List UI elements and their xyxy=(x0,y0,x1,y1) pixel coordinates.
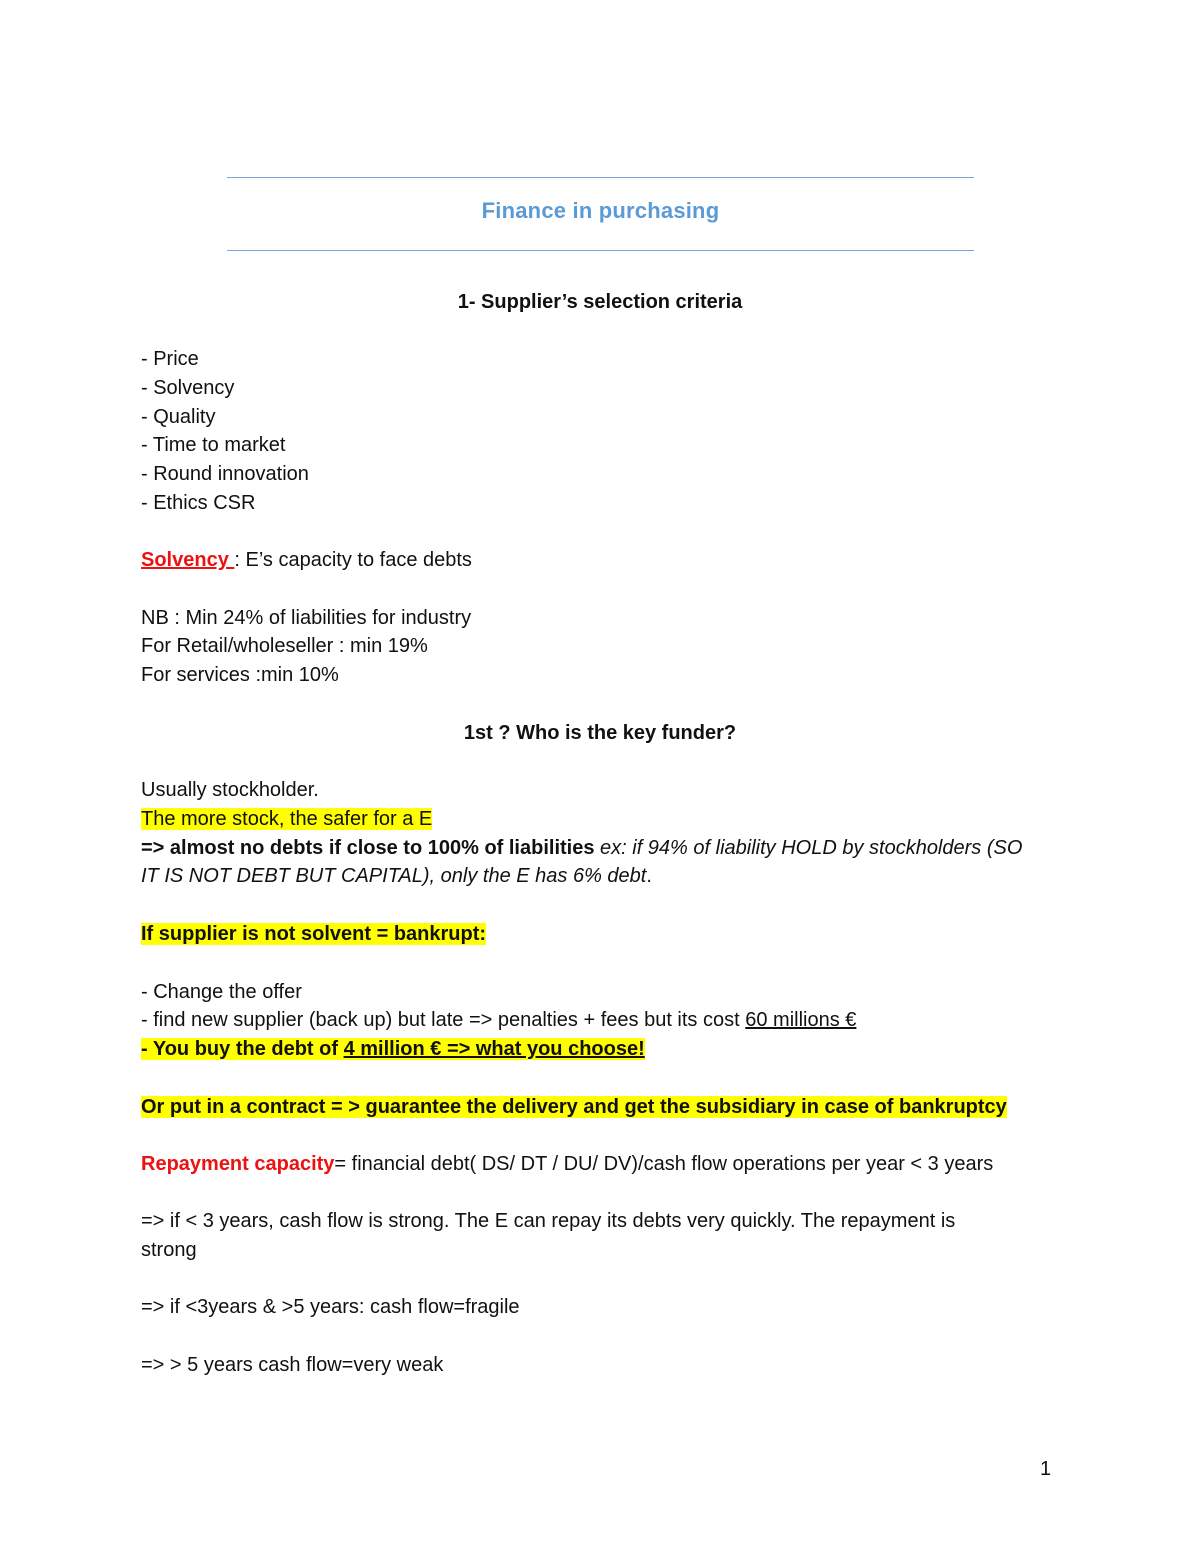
option-buy-debt-highlight xyxy=(141,1038,645,1060)
stock-explanation-bold: => almost no debts if close to 100% of liabilities xyxy=(141,837,601,859)
criteria-item-ethics: - Ethics CSR xyxy=(141,492,256,514)
repayment-capacity xyxy=(141,1150,993,1178)
not-solvent-heading xyxy=(141,920,486,948)
page-number: 1 xyxy=(1040,1458,1052,1480)
option-buy-debt-text: - You buy the debt of xyxy=(141,1038,344,1060)
contract-line-highlight: Or put in a contract = > guarantee the delivery and get the subsidiary in case of bankruptcy xyxy=(141,1096,1007,1118)
interpretation-weak: => > 5 years cash flow=very weak xyxy=(141,1354,444,1376)
option-buy-debt-amount: 4 million € => what you choose! xyxy=(343,1038,645,1060)
criteria-item-innovation: - Round innovation xyxy=(141,463,309,485)
title-top-rule xyxy=(227,177,974,178)
title-bottom-rule xyxy=(227,250,974,251)
stock-example-end: . xyxy=(646,865,652,887)
interpretation-fragile: => if <3years & >5 years: cash flow=fragile xyxy=(141,1296,520,1318)
option-change-offer: - Change the offer xyxy=(141,981,302,1003)
stock-safer xyxy=(141,805,432,833)
option-new-supplier-amount: 60 millions € xyxy=(745,1009,857,1031)
criteria-item-price: - Price xyxy=(141,348,199,370)
stock-usually: Usually stockholder. xyxy=(141,779,319,801)
stock-example-italic-cont: IT IS NOT DEBT BUT CAPITAL), only the E has 6% debt xyxy=(141,865,647,887)
option-new-supplier-text: - find new supplier (back up) but late => penalties + fees but its cost xyxy=(141,1009,746,1031)
stock-safer-highlight: The more stock, the safer for a E xyxy=(141,808,433,830)
page-title: Finance in purchasing xyxy=(481,198,720,223)
solvency-definition xyxy=(141,546,472,574)
repayment-formula: = financial debt( DS/ DT / DU/ DV)/cash flow operations per year < 3 years xyxy=(334,1153,994,1175)
contract-line xyxy=(141,1093,1007,1121)
not-solvent-highlight: If supplier is not solvent = bankrupt: xyxy=(141,923,487,945)
stock-explanation-line1 xyxy=(141,834,1022,862)
nb-retail: For Retail/wholeseller : min 19% xyxy=(141,635,428,657)
question-heading: 1st ? Who is the key funder? xyxy=(463,722,737,744)
section-heading-criteria: 1- Supplier’s selection criteria xyxy=(457,291,743,313)
criteria-item-quality: - Quality xyxy=(141,406,216,428)
solvency-term: Solvency xyxy=(141,549,235,571)
interpretation-strong-line1: => if < 3 years, cash flow is strong. The E can repay its debts very quickly. The repayment is xyxy=(141,1210,956,1232)
stock-explanation-line2 xyxy=(141,862,652,890)
nb-industry: NB : Min 24% of liabilities for industry xyxy=(141,607,472,629)
option-new-supplier xyxy=(141,1006,856,1034)
solvency-definition-text: : E’s capacity to face debts xyxy=(234,549,472,571)
stock-example-italic: ex: if 94% of liability HOLD by stockholders (SO xyxy=(600,837,1023,859)
criteria-item-time-to-market: - Time to market xyxy=(141,434,286,456)
nb-services: For services :min 10% xyxy=(141,664,339,686)
option-buy-debt xyxy=(141,1035,645,1063)
repayment-term: Repayment capacity xyxy=(141,1153,335,1175)
criteria-item-solvency: - Solvency xyxy=(141,377,235,399)
interpretation-strong-line2: strong xyxy=(141,1239,197,1261)
